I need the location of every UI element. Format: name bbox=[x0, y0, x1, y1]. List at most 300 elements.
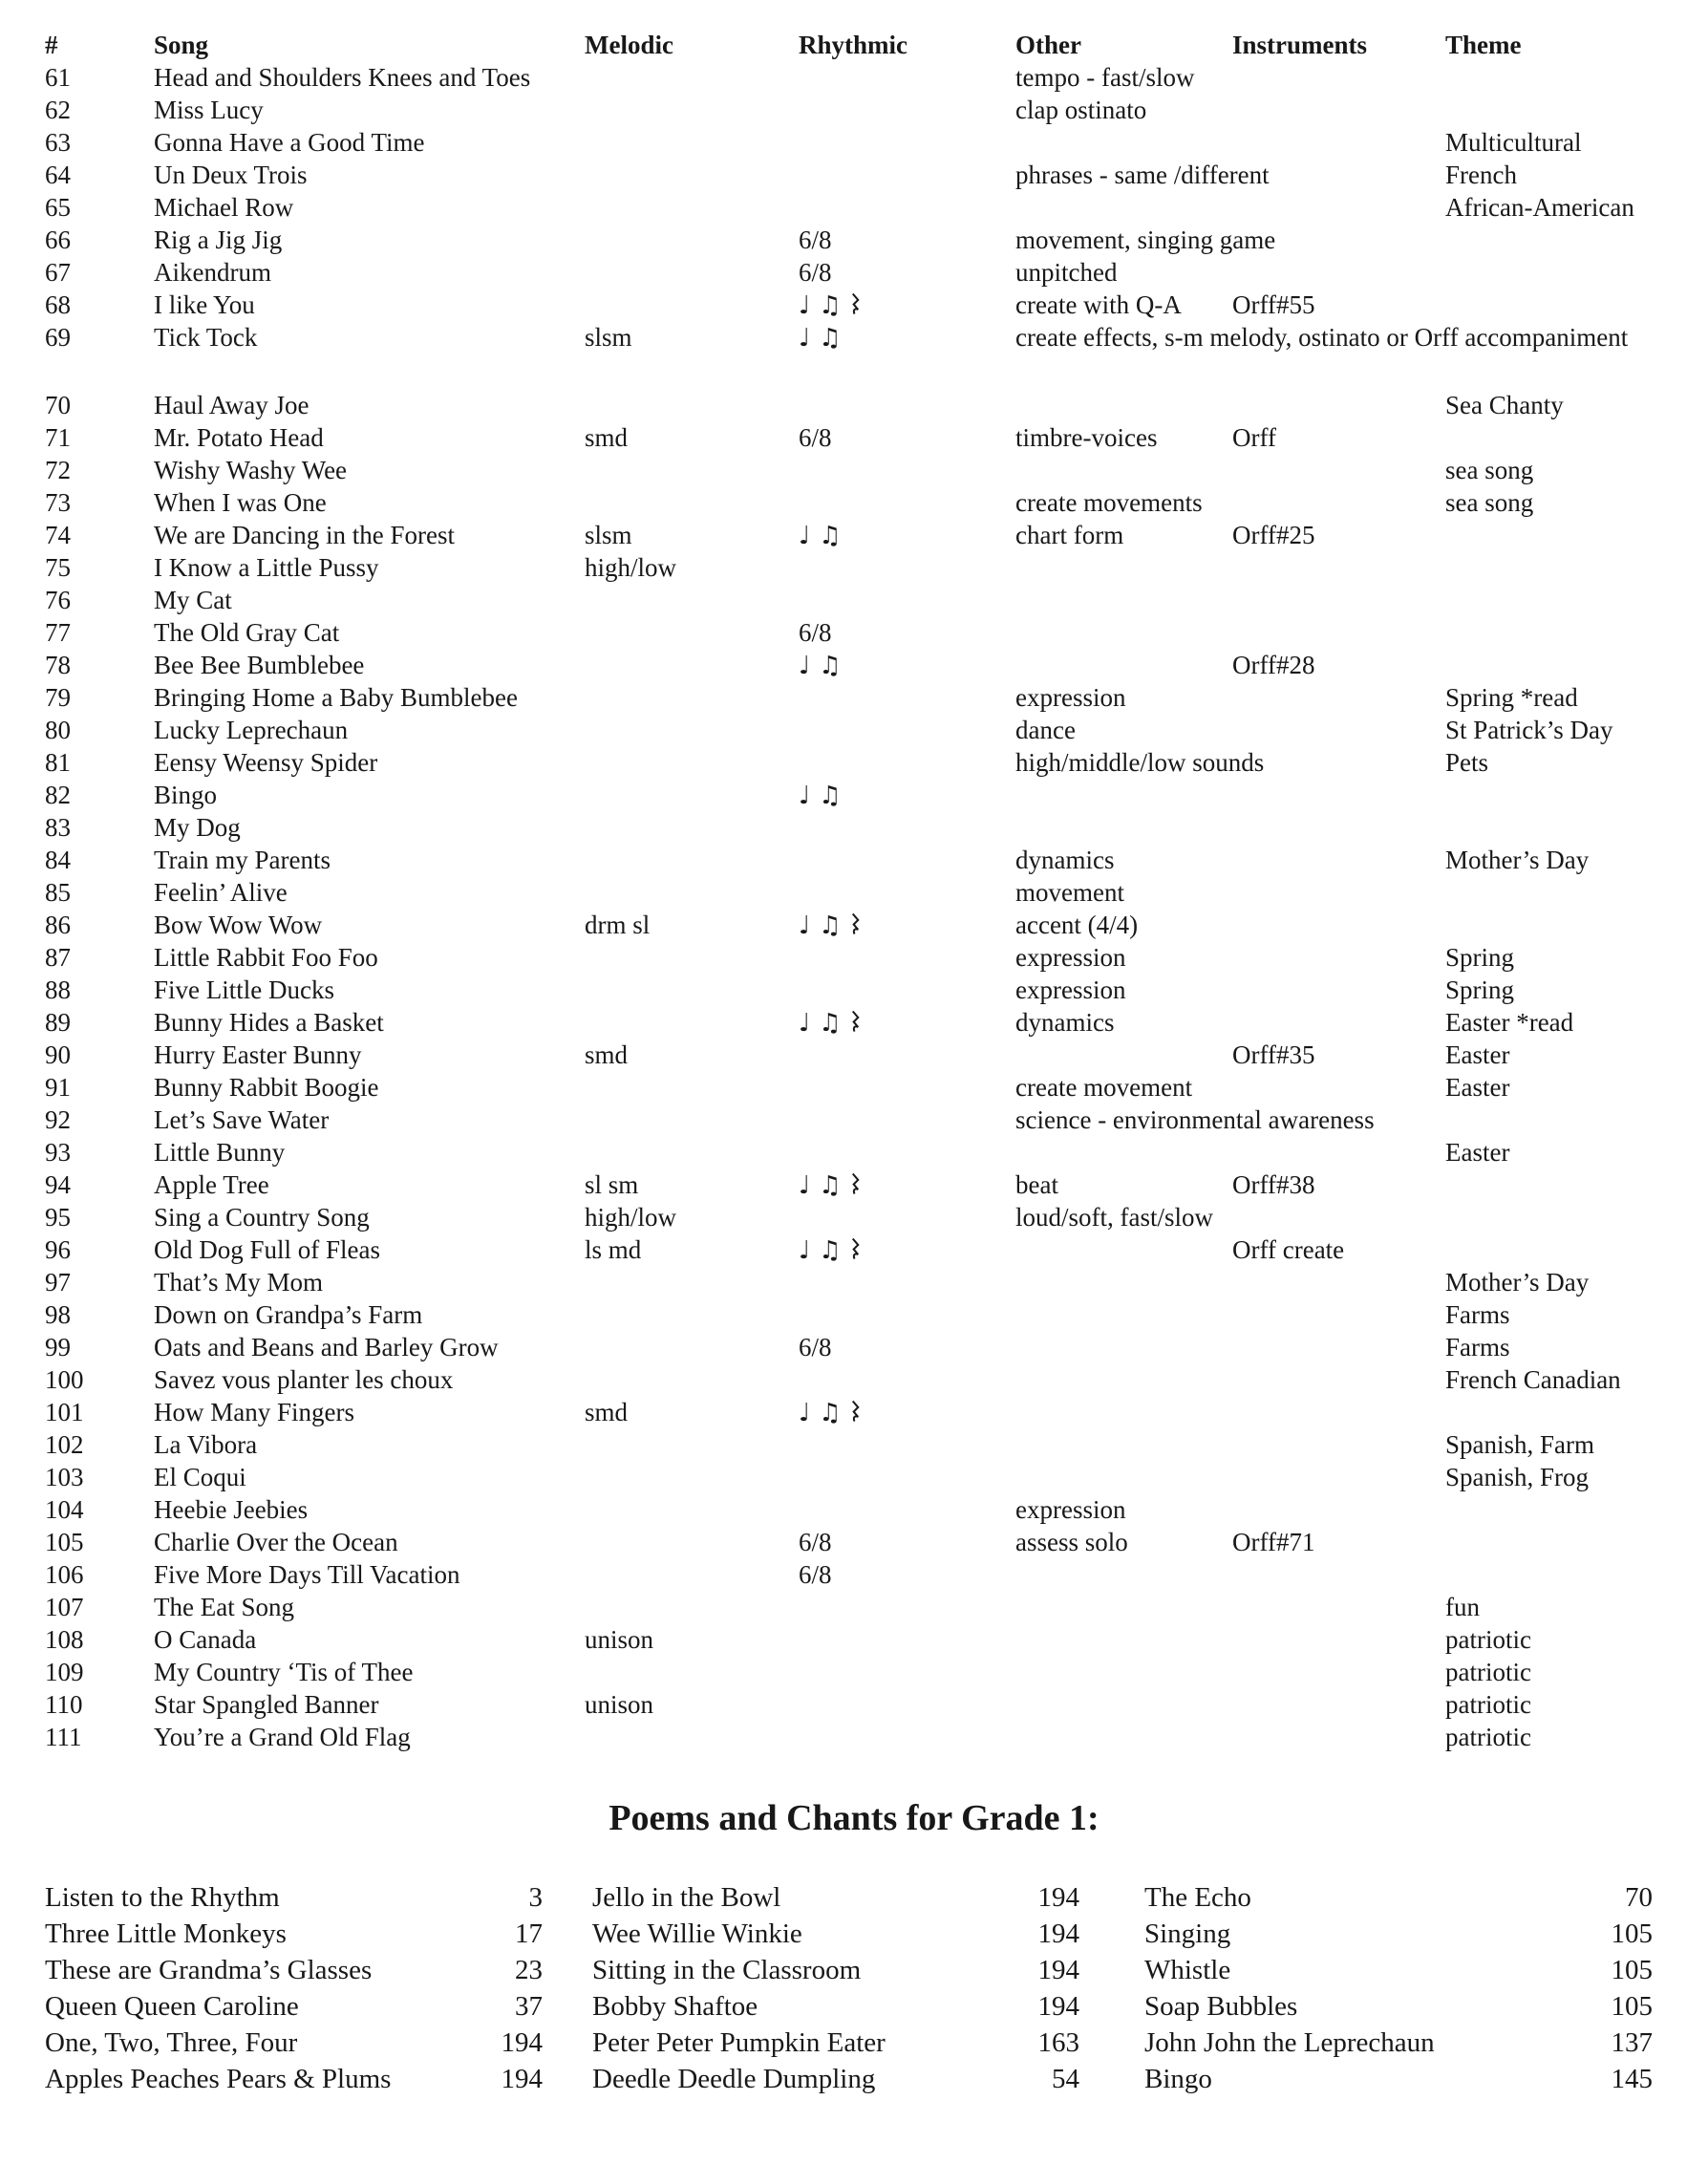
rhythmic-cell bbox=[799, 1266, 1015, 1298]
instruments-cell bbox=[1232, 681, 1445, 714]
poem-title: Listen to the Rhythm bbox=[45, 1882, 280, 1913]
poem-page-number: 105 bbox=[1611, 1918, 1653, 1949]
poem-title: Apples Peaches Pears & Plums bbox=[45, 2064, 392, 2094]
num-cell: 102 bbox=[45, 1430, 84, 1459]
quarter-note-icon: ♩ bbox=[799, 1171, 811, 1200]
num-cell: 78 bbox=[45, 651, 71, 679]
song-cell: Aikendrum bbox=[154, 258, 271, 287]
melodic-cell bbox=[585, 94, 799, 126]
num-cell: 72 bbox=[45, 456, 71, 484]
poem-title: Soap Bubbles bbox=[1144, 1991, 1298, 2022]
song-row bbox=[45, 389, 1708, 421]
melodic-cell bbox=[585, 941, 799, 974]
melodic-cell bbox=[585, 1006, 799, 1040]
song-row bbox=[45, 519, 1708, 551]
rhythmic-cell bbox=[799, 681, 1015, 714]
theme-cell bbox=[1445, 256, 1708, 289]
other-cell bbox=[1015, 126, 1232, 159]
melodic-cell: smd bbox=[585, 1398, 629, 1426]
other-cell: unpitched bbox=[1015, 258, 1118, 287]
quarter-note-icon: ♩ bbox=[799, 1399, 811, 1427]
melodic-cell bbox=[585, 1428, 799, 1461]
quarter-rest-icon bbox=[850, 1008, 861, 1037]
theme-cell bbox=[1445, 616, 1708, 649]
poem-title: Bobby Shaftoe bbox=[592, 1991, 758, 2022]
song-cell: Bringing Home a Baby Bumblebee bbox=[154, 683, 518, 712]
theme-cell: sea song bbox=[1445, 488, 1534, 517]
rhythmic-cell bbox=[799, 519, 1015, 552]
song-row bbox=[45, 1168, 1708, 1201]
rhythmic-cell bbox=[799, 1104, 1015, 1136]
song-cell: O Canada bbox=[154, 1625, 257, 1654]
poem-title: Whistle bbox=[1144, 1955, 1231, 1985]
song-row bbox=[45, 1493, 1708, 1526]
num-cell: 79 bbox=[45, 683, 71, 712]
song-row bbox=[45, 584, 1708, 616]
rhythmic-cell bbox=[799, 844, 1015, 876]
theme-cell: St Patrick’s Day bbox=[1445, 716, 1613, 744]
theme-cell: patriotic bbox=[1445, 1658, 1531, 1686]
instruments-cell bbox=[1232, 779, 1445, 812]
eighth-pair-icon: ♫ bbox=[819, 1236, 842, 1265]
song-row bbox=[45, 974, 1708, 1006]
other-cell: dance bbox=[1015, 716, 1076, 744]
song-cell: Bee Bee Bumblebee bbox=[154, 651, 365, 679]
song-row bbox=[45, 1266, 1708, 1298]
rhythmic-cell bbox=[799, 1688, 1015, 1721]
instruments-cell bbox=[1232, 909, 1445, 942]
instruments-cell bbox=[1232, 1136, 1445, 1168]
melodic-cell bbox=[585, 811, 799, 844]
song-row bbox=[45, 1656, 1708, 1688]
melodic-cell: drm sl bbox=[585, 911, 651, 939]
rhythmic-cell bbox=[799, 1623, 1015, 1656]
song-cell: Sing a Country Song bbox=[154, 1203, 370, 1232]
num-cell: 64 bbox=[45, 161, 71, 189]
song-row bbox=[45, 1623, 1708, 1656]
column-gutter bbox=[1079, 1879, 1144, 1916]
rhythmic-cell bbox=[799, 61, 1015, 94]
theme-cell bbox=[1445, 94, 1708, 126]
other-cell: chart form bbox=[1015, 521, 1124, 549]
num-cell: 90 bbox=[45, 1040, 71, 1069]
rhythmic-cell: 6/8 bbox=[799, 225, 832, 254]
song-row bbox=[45, 1396, 1708, 1428]
rhythmic-cell bbox=[799, 94, 1015, 126]
num-cell: 110 bbox=[45, 1690, 83, 1719]
instruments-cell bbox=[1232, 1298, 1445, 1331]
melodic-cell bbox=[585, 224, 799, 256]
rhythmic-cell bbox=[799, 649, 1015, 682]
theme-cell bbox=[1445, 61, 1708, 94]
other-cell: movement bbox=[1015, 878, 1124, 907]
song-cell: You’re a Grand Old Flag bbox=[154, 1723, 411, 1751]
other-cell: expression bbox=[1015, 1495, 1126, 1524]
other-cell bbox=[1015, 1266, 1232, 1298]
poem-page-number: 145 bbox=[1611, 2064, 1653, 2094]
other-cell bbox=[1015, 1623, 1232, 1656]
other-cell bbox=[1015, 811, 1232, 844]
instruments-cell bbox=[1232, 1104, 1445, 1136]
song-row bbox=[45, 1526, 1708, 1558]
melodic-cell bbox=[585, 1298, 799, 1331]
song-cell: My Country ‘Tis of Thee bbox=[154, 1658, 414, 1686]
eighth-pair-icon: ♫ bbox=[819, 522, 842, 550]
num-cell: 74 bbox=[45, 521, 71, 549]
song-cell: Old Dog Full of Fleas bbox=[154, 1235, 381, 1264]
other-cell: create with Q-A bbox=[1015, 290, 1182, 319]
instruments-cell bbox=[1232, 974, 1445, 1006]
song-row bbox=[45, 1558, 1708, 1591]
song-cell: When I was One bbox=[154, 488, 327, 517]
rhythmic-cell bbox=[799, 551, 1015, 584]
column-header: Theme bbox=[1445, 31, 1522, 59]
melodic-cell bbox=[585, 1721, 799, 1753]
num-cell: 107 bbox=[45, 1593, 84, 1621]
poems-section-title: Poems and Chants for Grade 1: bbox=[608, 1798, 1100, 1838]
eighth-pair-icon: ♫ bbox=[819, 1009, 842, 1038]
song-cell: Lucky Leprechaun bbox=[154, 716, 349, 744]
theme-cell bbox=[1445, 421, 1708, 454]
rhythmic-cell bbox=[799, 876, 1015, 909]
song-row bbox=[45, 1591, 1708, 1623]
melodic-cell: ls md bbox=[585, 1235, 642, 1264]
instruments-cell bbox=[1232, 256, 1445, 289]
theme-cell: sea song bbox=[1445, 456, 1534, 484]
num-cell: 93 bbox=[45, 1138, 71, 1167]
num-cell: 75 bbox=[45, 553, 71, 582]
melodic-cell: unison bbox=[585, 1690, 654, 1719]
theme-cell bbox=[1445, 551, 1708, 584]
song-cell: The Eat Song bbox=[154, 1593, 294, 1621]
rhythmic-cell bbox=[799, 909, 1015, 942]
instruments-cell: Orff#38 bbox=[1232, 1170, 1315, 1199]
song-cell: My Cat bbox=[154, 586, 232, 614]
song-row bbox=[45, 909, 1708, 941]
other-cell bbox=[1015, 389, 1232, 421]
other-cell bbox=[1015, 1396, 1232, 1429]
num-cell: 104 bbox=[45, 1495, 84, 1524]
instruments-cell bbox=[1232, 844, 1445, 876]
other-cell bbox=[1015, 1136, 1232, 1168]
num-cell: 84 bbox=[45, 846, 71, 874]
song-row bbox=[45, 1006, 1708, 1039]
poem-title: Bingo bbox=[1144, 2064, 1212, 2094]
rhythmic-cell bbox=[799, 1396, 1015, 1429]
column-gutter bbox=[543, 1916, 592, 1952]
instruments-cell bbox=[1232, 1396, 1445, 1429]
theme-cell: Spring *read bbox=[1445, 683, 1578, 712]
theme-cell: patriotic bbox=[1445, 1690, 1531, 1719]
theme-cell: patriotic bbox=[1445, 1625, 1531, 1654]
song-cell: My Dog bbox=[154, 813, 241, 842]
theme-cell: Mother’s Day bbox=[1445, 1268, 1590, 1297]
other-cell bbox=[1015, 191, 1232, 224]
other-cell bbox=[1015, 1591, 1232, 1623]
num-cell: 82 bbox=[45, 781, 71, 809]
song-row bbox=[45, 421, 1708, 454]
poem-title: Peter Peter Pumpkin Eater bbox=[592, 2027, 886, 2058]
theme-cell: Easter bbox=[1445, 1073, 1510, 1102]
melodic-cell bbox=[585, 159, 799, 191]
other-cell bbox=[1015, 649, 1232, 682]
spacer-row bbox=[45, 354, 1708, 389]
other-cell bbox=[1015, 1558, 1232, 1591]
rhythmic-cell: 6/8 bbox=[799, 618, 832, 647]
song-cell: Bunny Hides a Basket bbox=[154, 1008, 384, 1037]
rhythmic-cell bbox=[799, 811, 1015, 844]
eighth-pair-icon: ♫ bbox=[819, 1171, 842, 1200]
num-cell: 87 bbox=[45, 943, 71, 972]
instruments-cell bbox=[1232, 61, 1445, 94]
num-cell: 71 bbox=[45, 423, 71, 452]
poem-page-number: 37 bbox=[515, 1991, 543, 2022]
poem-title: Deedle Deedle Dumpling bbox=[592, 2064, 876, 2094]
column-gutter bbox=[1079, 2025, 1144, 2061]
rhythmic-cell bbox=[799, 714, 1015, 746]
instruments-cell bbox=[1232, 616, 1445, 649]
num-cell: 99 bbox=[45, 1333, 71, 1361]
column-gutter bbox=[1079, 1952, 1144, 1988]
instruments-cell bbox=[1232, 454, 1445, 486]
column-header: Other bbox=[1015, 31, 1081, 59]
poem-title: Queen Queen Caroline bbox=[45, 1991, 299, 2022]
quarter-note-icon: ♩ bbox=[799, 911, 811, 940]
song-cell: Bow Wow Wow bbox=[154, 911, 323, 939]
column-gutter bbox=[543, 2025, 592, 2061]
song-cell: Feelin’ Alive bbox=[154, 878, 288, 907]
quarter-note-icon: ♩ bbox=[799, 782, 811, 810]
instruments-cell: Orff#55 bbox=[1232, 290, 1315, 319]
instruments-cell bbox=[1232, 1201, 1445, 1233]
song-cell: Charlie Over the Ocean bbox=[154, 1528, 398, 1556]
eighth-pair-icon: ♫ bbox=[819, 652, 842, 680]
num-cell: 80 bbox=[45, 716, 71, 744]
other-cell: create movements bbox=[1015, 488, 1203, 517]
num-cell: 76 bbox=[45, 586, 71, 614]
song-cell: Star Spangled Banner bbox=[154, 1690, 379, 1719]
instruments-cell bbox=[1232, 1363, 1445, 1396]
song-cell: Haul Away Joe bbox=[154, 391, 310, 419]
rhythmic-cell bbox=[799, 1006, 1015, 1040]
theme-cell bbox=[1445, 289, 1708, 322]
other-cell bbox=[1015, 1363, 1232, 1396]
rhythmic-cell: 6/8 bbox=[799, 1528, 832, 1556]
theme-cell: fun bbox=[1445, 1593, 1480, 1621]
theme-cell: Spanish, Farm bbox=[1445, 1430, 1595, 1459]
rhythmic-cell bbox=[799, 126, 1015, 159]
other-cell bbox=[1015, 1428, 1232, 1461]
poem-title: One, Two, Three, Four bbox=[45, 2027, 298, 2058]
theme-cell: patriotic bbox=[1445, 1723, 1531, 1751]
melodic-cell bbox=[585, 1558, 799, 1591]
melodic-cell bbox=[585, 1071, 799, 1104]
other-cell: create effects, s-m melody, ostinato or Orff accompaniment bbox=[1015, 323, 1629, 352]
song-cell: Little Bunny bbox=[154, 1138, 286, 1167]
song-row bbox=[45, 61, 1708, 94]
theme-cell: African-American bbox=[1445, 193, 1634, 222]
melodic-cell: high/low bbox=[585, 1203, 677, 1232]
song-cell: Let’s Save Water bbox=[154, 1105, 330, 1134]
song-row bbox=[45, 1298, 1708, 1331]
num-cell: 69 bbox=[45, 323, 71, 352]
instruments-cell bbox=[1232, 389, 1445, 421]
column-gutter bbox=[1079, 2061, 1144, 2097]
other-cell: expression bbox=[1015, 943, 1126, 972]
num-cell: 100 bbox=[45, 1365, 84, 1394]
instruments-cell bbox=[1232, 1006, 1445, 1040]
melodic-cell bbox=[585, 486, 799, 519]
num-cell: 101 bbox=[45, 1398, 84, 1426]
rhythmic-cell bbox=[799, 486, 1015, 519]
instruments-cell bbox=[1232, 1623, 1445, 1656]
song-cell: Five Little Ducks bbox=[154, 975, 334, 1004]
melodic-cell bbox=[585, 1363, 799, 1396]
num-cell: 95 bbox=[45, 1203, 71, 1232]
num-cell: 105 bbox=[45, 1528, 84, 1556]
instruments-cell bbox=[1232, 1428, 1445, 1461]
poem-title: These are Grandma’s Glasses bbox=[45, 1955, 373, 1985]
other-cell bbox=[1015, 1298, 1232, 1331]
instruments-cell: Orff#35 bbox=[1232, 1040, 1315, 1069]
rhythmic-cell bbox=[799, 1071, 1015, 1104]
song-row bbox=[45, 1331, 1708, 1363]
poem-title: Jello in the Bowl bbox=[592, 1882, 781, 1913]
song-row bbox=[45, 256, 1708, 289]
other-cell: beat bbox=[1015, 1170, 1058, 1199]
other-cell: create movement bbox=[1015, 1073, 1193, 1102]
melodic-cell: smd bbox=[585, 423, 629, 452]
melodic-cell: smd bbox=[585, 1040, 629, 1069]
instruments-cell bbox=[1232, 1461, 1445, 1493]
song-cell: Miss Lucy bbox=[154, 96, 264, 124]
instruments-cell bbox=[1232, 191, 1445, 224]
melodic-cell bbox=[585, 844, 799, 876]
rhythmic-cell: 6/8 bbox=[799, 1560, 832, 1589]
poem-page-number: 105 bbox=[1611, 1955, 1653, 1985]
song-row bbox=[45, 844, 1708, 876]
poem-page-number: 194 bbox=[1037, 1918, 1079, 1949]
other-cell: tempo - fast/slow bbox=[1015, 63, 1195, 92]
num-cell: 65 bbox=[45, 193, 71, 222]
song-row bbox=[45, 616, 1708, 649]
theme-cell bbox=[1445, 1493, 1708, 1526]
rhythmic-cell bbox=[799, 779, 1015, 812]
song-row bbox=[45, 779, 1708, 811]
poem-page-number: 194 bbox=[1037, 1882, 1079, 1913]
num-cell: 77 bbox=[45, 618, 71, 647]
rhythmic-cell bbox=[799, 389, 1015, 421]
other-cell bbox=[1015, 1461, 1232, 1493]
column-gutter bbox=[1079, 1988, 1144, 2025]
song-cell: Un Deux Trois bbox=[154, 161, 308, 189]
melodic-cell bbox=[585, 1591, 799, 1623]
other-cell: expression bbox=[1015, 683, 1126, 712]
instruments-cell bbox=[1232, 1331, 1445, 1363]
song-cell: Gonna Have a Good Time bbox=[154, 128, 425, 157]
instruments-cell: Orff#28 bbox=[1232, 651, 1315, 679]
num-cell: 85 bbox=[45, 878, 71, 907]
song-cell: Five More Days Till Vacation bbox=[154, 1560, 460, 1589]
melodic-cell bbox=[585, 1526, 799, 1558]
theme-cell: Spring bbox=[1445, 943, 1515, 972]
other-cell bbox=[1015, 1039, 1232, 1071]
rhythmic-cell bbox=[799, 974, 1015, 1006]
song-cell: El Coqui bbox=[154, 1463, 246, 1491]
num-cell: 67 bbox=[45, 258, 71, 287]
num-cell: 96 bbox=[45, 1235, 71, 1264]
theme-cell bbox=[1445, 584, 1708, 616]
rhythmic-cell bbox=[799, 941, 1015, 974]
poems-and-chants-list bbox=[0, 1879, 1708, 2097]
song-cell: Little Rabbit Foo Foo bbox=[154, 943, 378, 972]
other-cell: dynamics bbox=[1015, 1008, 1115, 1037]
quarter-note-icon: ♩ bbox=[799, 522, 811, 550]
rhythmic-cell: 6/8 bbox=[799, 1333, 832, 1361]
melodic-cell bbox=[585, 1266, 799, 1298]
instruments-cell bbox=[1232, 714, 1445, 746]
poem-page-number: 163 bbox=[1037, 2027, 1079, 2058]
melodic-cell bbox=[585, 584, 799, 616]
num-cell: 94 bbox=[45, 1170, 71, 1199]
rhythmic-cell bbox=[799, 1168, 1015, 1202]
column-header: Song bbox=[154, 31, 209, 59]
eighth-pair-icon: ♫ bbox=[819, 911, 842, 940]
rhythmic-cell bbox=[799, 1298, 1015, 1331]
melodic-cell bbox=[585, 191, 799, 224]
instruments-cell bbox=[1232, 746, 1445, 779]
theme-cell: Easter bbox=[1445, 1138, 1510, 1167]
theme-cell bbox=[1445, 1558, 1708, 1591]
theme-cell: Multicultural bbox=[1445, 128, 1582, 157]
poem-page-number: 194 bbox=[501, 2027, 543, 2058]
instruments-cell bbox=[1232, 1721, 1445, 1753]
num-cell: 68 bbox=[45, 290, 71, 319]
other-cell: high/middle/low sounds bbox=[1015, 748, 1265, 777]
theme-cell: Farms bbox=[1445, 1300, 1510, 1329]
instruments-cell bbox=[1232, 941, 1445, 974]
song-row bbox=[45, 1688, 1708, 1721]
poem-page-number: 137 bbox=[1611, 2027, 1653, 2058]
num-cell: 89 bbox=[45, 1008, 71, 1037]
other-cell bbox=[1015, 1331, 1232, 1363]
other-cell bbox=[1015, 1233, 1232, 1267]
num-cell: 70 bbox=[45, 391, 71, 419]
song-row bbox=[45, 1721, 1708, 1753]
theme-cell bbox=[1445, 224, 1708, 256]
other-cell: science - environmental awareness bbox=[1015, 1105, 1375, 1134]
song-cell: Eensy Weensy Spider bbox=[154, 748, 378, 777]
theme-cell bbox=[1445, 909, 1708, 942]
theme-cell bbox=[1445, 1396, 1708, 1429]
song-row bbox=[45, 649, 1708, 681]
quarter-note-icon: ♩ bbox=[799, 1009, 811, 1038]
song-cell: How Many Fingers bbox=[154, 1398, 354, 1426]
instruments-cell bbox=[1232, 1558, 1445, 1591]
poem-page-number: 54 bbox=[1052, 2064, 1079, 2094]
rhythmic-cell bbox=[799, 1201, 1015, 1233]
other-cell bbox=[1015, 616, 1232, 649]
eighth-pair-icon: ♫ bbox=[819, 1399, 842, 1427]
poem-title: John John the Leprechaun bbox=[1144, 2027, 1435, 2058]
song-row bbox=[45, 1428, 1708, 1461]
song-cell: Oats and Beans and Barley Grow bbox=[154, 1333, 499, 1361]
other-cell bbox=[1015, 584, 1232, 616]
song-row bbox=[45, 811, 1708, 844]
other-cell: accent (4/4) bbox=[1015, 911, 1139, 939]
song-row bbox=[45, 746, 1708, 779]
rhythmic-cell bbox=[799, 159, 1015, 191]
